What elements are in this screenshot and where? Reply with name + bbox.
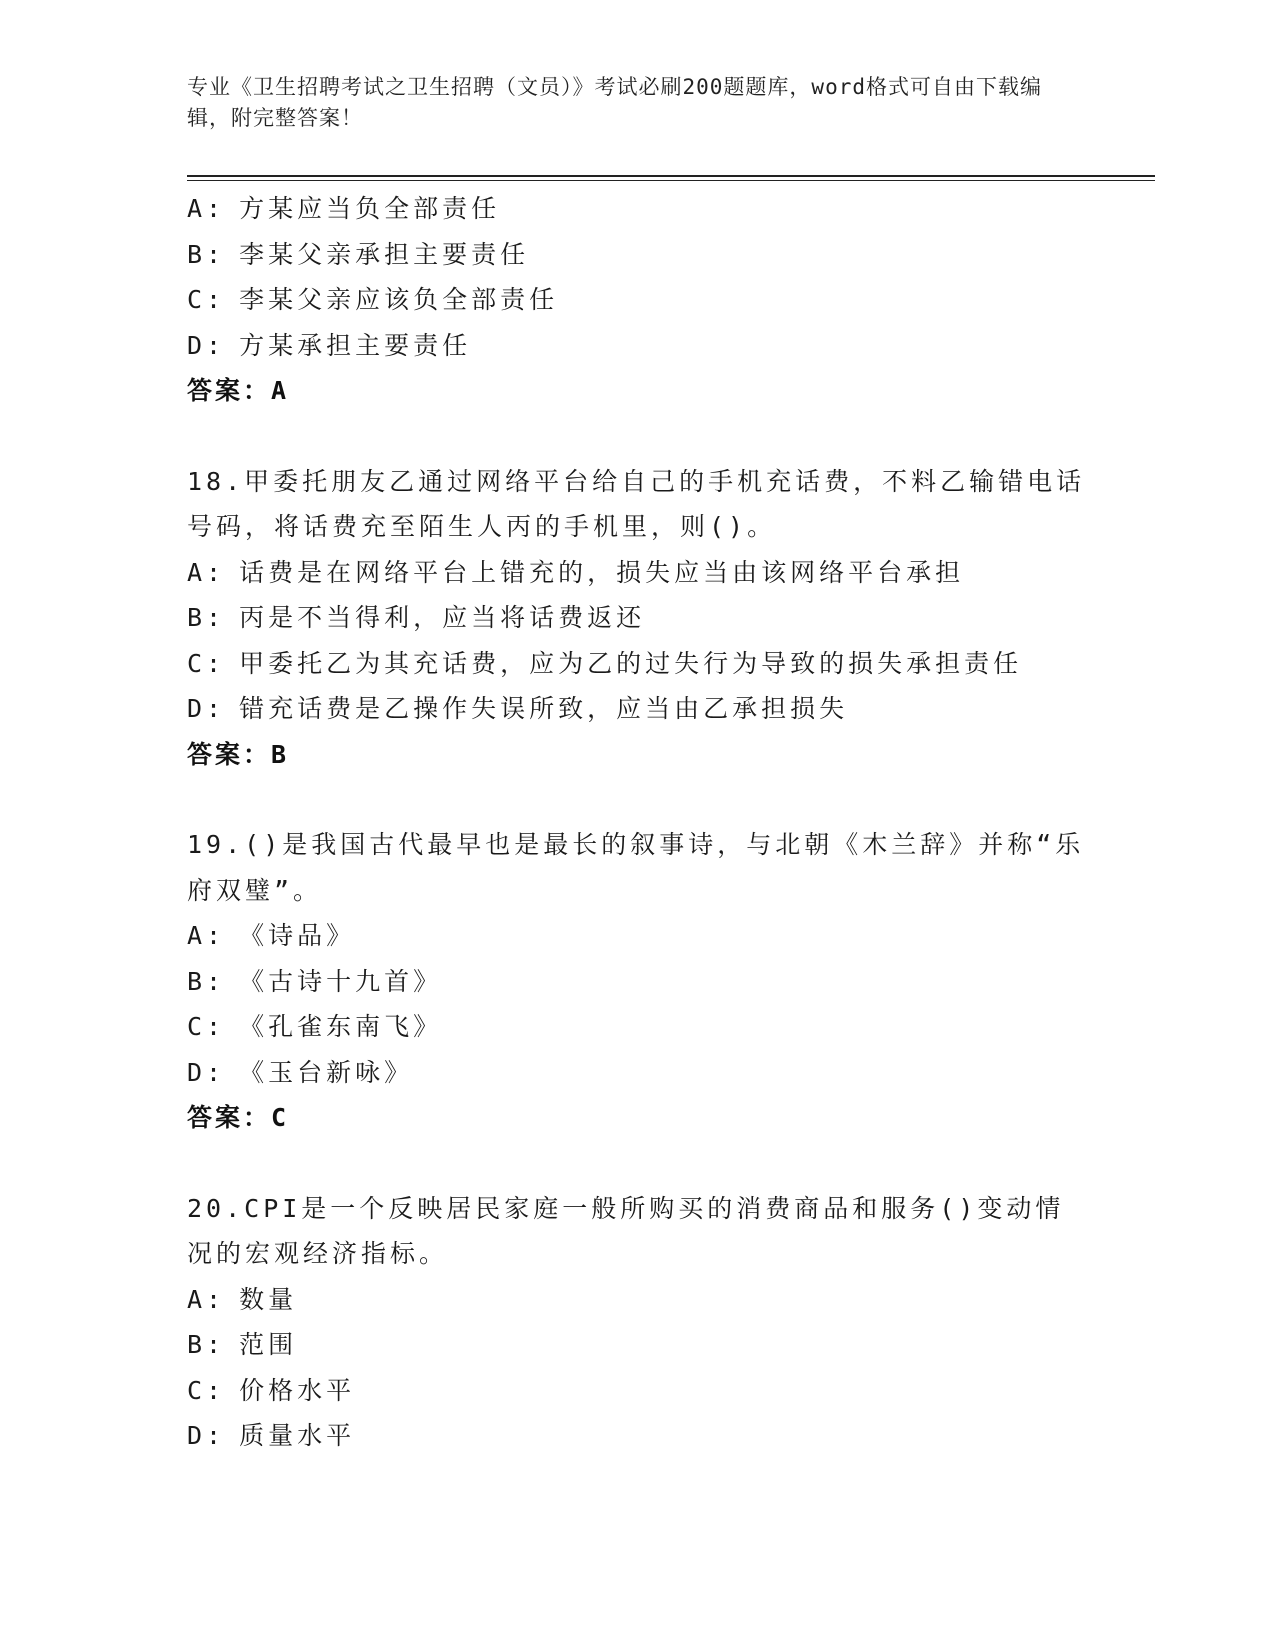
question-stem: 19.()是我国古代最早也是最长的叙事诗，与北朝《木兰辞》并称“乐府双璧”。 — [187, 830, 1085, 905]
document-body — [187, 186, 1087, 1459]
question-18 — [187, 459, 1087, 778]
answer-line: 答案：C — [187, 1103, 290, 1132]
answer-line: 答案：B — [187, 739, 290, 769]
spacer — [187, 414, 1087, 459]
option-a: A: 数量 — [187, 1284, 298, 1314]
option-c: C: 《孔雀东南飞》 — [187, 1012, 443, 1041]
option-c: C: 李某父亲应该负全部责任 — [187, 285, 559, 314]
option-b: B: 范围 — [187, 1330, 298, 1359]
spacer — [187, 777, 1087, 822]
option-b: B: 丙是不当得利，应当将话费返还 — [187, 603, 646, 632]
question-stem: 18.甲委托朋友乙通过网络平台给自己的手机充话费，不料乙输错电话号码，将话费充至陌生人丙的手机里，则()。 — [187, 466, 1086, 541]
option-a: A: 方某应当负全部责任 — [187, 194, 501, 223]
header-rule-thick — [187, 175, 1155, 177]
option-d: D: 方某承担主要责任 — [187, 330, 472, 360]
option-d: D: 错充话费是乙操作失误所致，应当由乙承担损失 — [187, 694, 849, 723]
option-a: A: 《诗品》 — [187, 921, 356, 950]
header-rule-thin — [187, 180, 1155, 181]
option-c: C: 甲委托乙为其充话费，应为乙的过失行为导致的损失承担责任 — [187, 648, 1023, 678]
question-19 — [187, 822, 1087, 1141]
option-c: C: 价格水平 — [187, 1375, 356, 1405]
answer-line: 答案：A — [187, 376, 290, 405]
option-d: D: 《玉台新咏》 — [187, 1057, 414, 1087]
option-a: A: 话费是在网络平台上错充的，损失应当由该网络平台承担 — [187, 557, 965, 587]
option-d: D: 质量水平 — [187, 1421, 356, 1450]
option-b: B: 《古诗十九首》 — [187, 966, 443, 996]
document-header: 专业《卫生招聘考试之卫生招聘（文员）》考试必刷200题题库，word格式可自由下载编辑，附完整答案！ — [187, 75, 1042, 130]
option-b: B: 李某父亲承担主要责任 — [187, 239, 530, 269]
question-20 — [187, 1186, 1087, 1459]
question-17-continued — [187, 186, 1087, 414]
spacer — [187, 1141, 1087, 1186]
question-stem: 20.CPI是一个反映居民家庭一般所购买的消费商品和服务()变动情况的宏观经济指标。 — [187, 1193, 1065, 1268]
